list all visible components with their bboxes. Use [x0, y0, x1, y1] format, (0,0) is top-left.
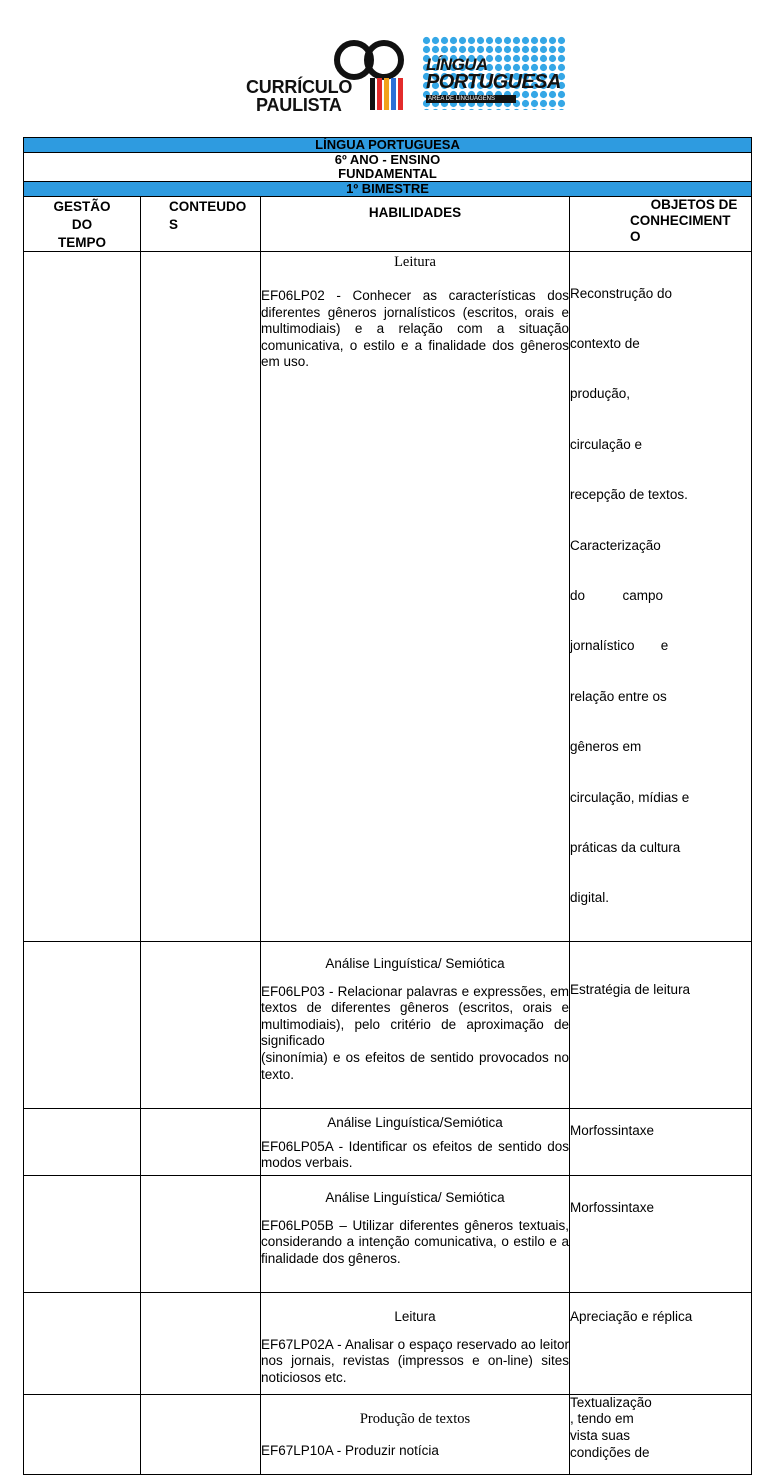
objeto-line: Textualização: [570, 1394, 652, 1410]
habilidade-text: EF06LP03 - Relacionar palavras e expressões, em textos de diferentes gêneros (escritos, orais e multimodiais), pelo critério de aproximação de significado: [261, 983, 569, 1049]
objeto-line: práticas da cultura: [570, 839, 681, 855]
objeto-cell: [570, 941, 752, 1108]
conteudos-cell: [141, 252, 261, 942]
habilidade-cell: [261, 1292, 570, 1394]
subject-title: LÍNGUA PORTUGUESA: [24, 138, 752, 153]
objeto-line: digital.: [570, 890, 610, 906]
habilidade-title: Leitura: [394, 254, 436, 270]
objeto-line: relação entre os: [570, 688, 667, 704]
habilidade-cell: [261, 1394, 570, 1474]
habilidade-text: EF06LP05A - Identificar os efeitos de sentido dos modos verbais.: [261, 1138, 569, 1171]
header-objetos-line1: OBJETOS DE: [650, 197, 738, 212]
curriculo-paulista-logo: [246, 38, 408, 115]
objeto-text: [570, 1395, 751, 1462]
header-objetos-line3: O: [630, 229, 641, 244]
habilidade-text: EF67LP10A - Produzir notícia: [261, 1442, 439, 1458]
objeto-text: [570, 252, 688, 941]
objeto-line: Caracterização: [570, 537, 661, 553]
table-row: [24, 941, 752, 1108]
grade-line2: FUNDAMENTAL: [338, 166, 437, 181]
objeto-line: condições de: [570, 1445, 650, 1461]
objeto-cell: [570, 1175, 752, 1292]
habilidade-text: EF67LP02A - Analisar o espaço reservado ao leitor nos jornais, revistas (impressos e on-line) sites noticiosos etc.: [261, 1336, 569, 1385]
header-conteudos-line2: S: [169, 217, 179, 232]
header-gestao-line1: GESTÃO: [53, 199, 111, 214]
header-gestao-line3: TEMPO: [57, 235, 106, 250]
lingua-portuguesa-logo: [422, 36, 566, 110]
gestao-cell: [24, 1292, 141, 1394]
header-gestao: [24, 197, 141, 252]
objeto-line: vista suas: [570, 1428, 631, 1444]
header-conteudos-line1: CONTEUDO: [169, 199, 247, 214]
table-row: [24, 1292, 752, 1394]
gestao-cell: [24, 252, 141, 942]
conteudos-cell: [141, 1292, 261, 1394]
gestao-cell: [24, 1394, 141, 1474]
logo-text-line2: PAULISTA: [256, 95, 342, 115]
grade-title: [24, 153, 752, 182]
logo-lingua-text: LÍNGUA: [426, 55, 488, 74]
habilidade-title: Leitura: [394, 1308, 436, 1324]
habilidade-cell: [261, 1108, 570, 1175]
objeto-text: Morfossintaxe: [570, 1122, 655, 1138]
grade-line1: 6º ANO - ENSINO: [334, 152, 441, 167]
gestao-cell: [24, 1108, 141, 1175]
objeto-line: do campo: [570, 587, 664, 603]
objeto-line: jornalístico e: [570, 638, 669, 654]
table-row: [24, 252, 752, 942]
header-objetos-line2: CONHECIMENT: [630, 213, 731, 228]
header-logos: [0, 36, 768, 114]
objeto-line: produção,: [570, 386, 631, 402]
objeto-cell: [570, 1108, 752, 1175]
header-habilidades: [261, 197, 570, 252]
period-row: [24, 182, 752, 197]
conteudos-cell: [141, 1175, 261, 1292]
gestao-cell: [24, 941, 141, 1108]
objeto-line: Reconstrução do: [570, 285, 673, 301]
habilidade-cell: [261, 1175, 570, 1292]
table-row: [24, 1108, 752, 1175]
objeto-line: recepção de textos.: [570, 487, 688, 503]
habilidade-cell: [261, 941, 570, 1108]
habilidade-text: EF06LP02 - Conhecer as características dos diferentes gêneros jornalísticos (escritos, orais e multimodiais) e a relação com a situação comunicativa, o estilo e a finalidade dos gêneros em uso.: [261, 288, 569, 370]
objeto-text: Morfossintaxe: [570, 1199, 655, 1215]
objeto-cell: [570, 1394, 752, 1474]
title-row: [24, 138, 752, 153]
objeto-line: , tendo em: [570, 1411, 634, 1427]
objeto-text: Estratégia de leitura: [570, 981, 691, 997]
header-row: [24, 197, 752, 252]
habilidade-title: Análise Linguística/ Semiótica: [325, 955, 505, 971]
objeto-cell: [570, 252, 752, 942]
curriculum-table: [23, 137, 752, 1475]
habilidade-title: Análise Linguística/Semiótica: [327, 1114, 503, 1130]
habilidade-title: Produção de textos: [359, 1410, 471, 1427]
header-objetos: [570, 197, 752, 252]
logo-subtitle: ÁREA DE LINGUAGENS: [426, 95, 516, 103]
logo-portuguesa-text: PORTUGUESA: [426, 71, 561, 93]
period-title: 1º BIMESTRE: [24, 182, 752, 197]
objeto-line: contexto de: [570, 335, 640, 351]
conteudos-cell: [141, 1108, 261, 1175]
logo-text-line1: CURRÍCULO: [246, 77, 353, 97]
objeto-cell: [570, 1292, 752, 1394]
grade-row: [24, 153, 752, 182]
header-habilidades-label: HABILIDADES: [368, 205, 462, 220]
habilidade-text: EF06LP05B – Utilizar diferentes gêneros textuais, considerando a intenção comunicativa, o estilo e a finalidade dos gêneros.: [261, 1217, 569, 1266]
table-row: [24, 1175, 752, 1292]
conteudos-cell: [141, 1394, 261, 1474]
habilidade-text-continued: (sinonímia) e os efeitos de sentido provocados no texto.: [261, 1050, 569, 1082]
objeto-line: circulação e: [570, 436, 643, 452]
header-conteudos: [141, 197, 261, 252]
habilidade-cell: [261, 252, 570, 942]
gestao-cell: [24, 1175, 141, 1292]
objeto-line: circulação, mídias e: [570, 789, 690, 805]
table-row: [24, 1394, 752, 1474]
curriculo-paulista-mark-icon: [332, 38, 408, 112]
objeto-text: Apreciação e réplica: [570, 1308, 693, 1324]
header-gestao-line2: DO: [71, 217, 93, 232]
habilidade-title: Análise Linguística/ Semiótica: [325, 1189, 505, 1205]
objeto-line: gêneros em: [570, 739, 642, 755]
conteudos-cell: [141, 941, 261, 1108]
